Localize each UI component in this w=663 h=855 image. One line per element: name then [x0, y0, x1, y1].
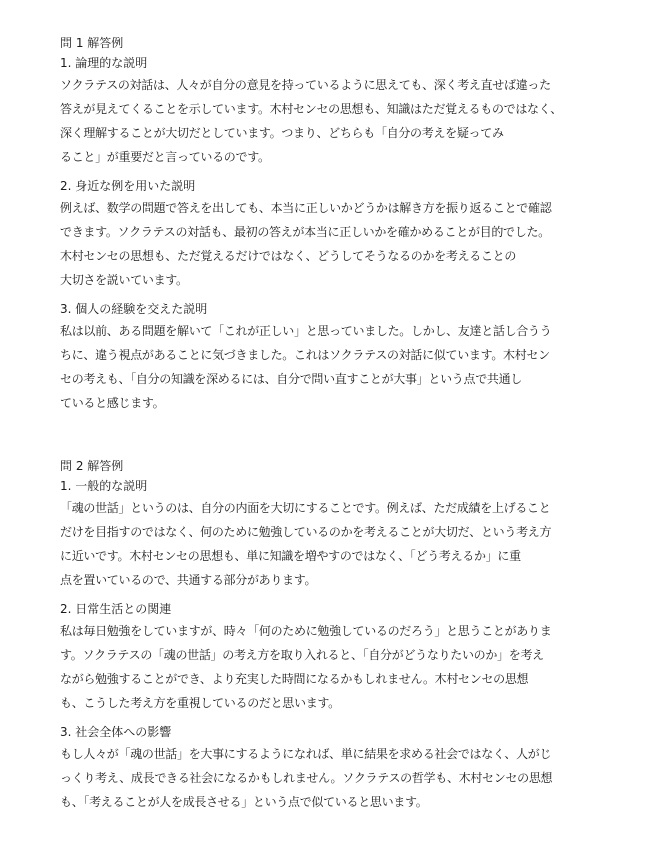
- question-2-block: [60, 456, 605, 814]
- question-1-block: [60, 33, 605, 415]
- question-2-title: 問 2 解答例: [60, 459, 124, 473]
- paragraph-line: 大切さを説いています。: [60, 273, 188, 287]
- paragraph-line: だけを目指すのではなく、何のために勉強しているのかを考えることが大切だ、という考え方: [60, 525, 552, 539]
- paragraph-line: も、「考えることが人を成長させる」という点で似ていると思います。: [60, 795, 428, 809]
- paragraph-line: っくり考え、成長できる社会になるかもしれません。ソクラテスの哲学も、木村センセの思想: [60, 771, 553, 785]
- paragraph-line: 「魂の世話」というのは、自分の内面を大切にすることです。例えば、ただ成績を上げること: [60, 501, 551, 515]
- paragraph-line: 深く理解することが大切だとしています。つまり、どちらも「自分の考えを疑ってみ: [60, 126, 504, 140]
- section-heading: 1. 一般的な説明: [60, 479, 148, 493]
- paragraph-line: もし人々が「魂の世話」を大事にするようになれば、単に結果を求める社会ではなく、人がじ: [60, 747, 552, 761]
- section-heading: 2. 日常生活との関連: [60, 602, 172, 616]
- section-heading: 3. 社会全体への影響: [60, 725, 172, 739]
- paragraph-line: 例えば、数学の問題で答えを出しても、本当に正しいかどうかは解き方を振り返ることで確認: [60, 201, 552, 215]
- question-1-title: 問 1 解答例: [60, 36, 124, 50]
- q1-section-2: [60, 176, 605, 292]
- paragraph-line: ながら勉強することができ、より充実した時間になるかもしれません。木村センセの思想: [60, 672, 529, 686]
- paragraph-line: 私は以前、ある問題を解いて「これが正しい」と思っていました。しかし、友達と話し合うう: [60, 324, 552, 338]
- paragraph-line: 木村センセの思想も、ただ覚えるだけではなく、どうしてそうなるのかを考えることの: [60, 249, 517, 263]
- paragraph-line: 点を置いているので、共通する部分があります。: [60, 573, 317, 587]
- paragraph-line: ていると感じます。: [60, 396, 165, 410]
- paragraph-line: 私は毎日勉強をしていますが、時々「何のために勉強しているのだろう」と思うことがありま: [60, 624, 552, 638]
- q1-section-3: [60, 299, 605, 415]
- paragraph-line: セの考えも、「自分の知識を深めるには、自分で問い直すことが大事」という点で共通し: [60, 372, 523, 386]
- paragraph-line: ちに、違う視点があることに気づきました。これはソクラテスの対話に似ています。木村セン: [60, 348, 550, 362]
- paragraph-line: に近いです。木村センセの思想も、単に知識を増やすのではなく、「どう考えるか」に重: [60, 549, 521, 563]
- q2-section-2: [60, 599, 605, 715]
- section-heading: 1. 論理的な説明: [60, 56, 148, 70]
- section-heading: 3. 個人の経験を交えた説明: [60, 302, 208, 316]
- paragraph-line: す。ソクラテスの「魂の世話」の考え方を取り入れると、「自分がどうなりたいのか」を考え: [60, 648, 544, 662]
- paragraph-line: ソクラテスの対話は、人々が自分の意見を持っているように思えても、深く考え直せば違った: [60, 78, 551, 92]
- q1-section-1: [60, 53, 605, 169]
- paragraph-line: も、こうした考え方を重視しているのだと思います。: [60, 696, 340, 710]
- paragraph-line: ること」が重要だと言っているのです。: [60, 150, 270, 164]
- paragraph-line: 答えが見えてくることを示しています。木村センセの思想も、知識はただ覚えるものではなく、: [60, 102, 562, 116]
- paragraph-line: できます。ソクラテスの対話も、最初の答えが本当に正しいかを確かめることが目的でした。: [60, 225, 550, 239]
- q2-section-3: [60, 722, 605, 814]
- section-heading: 2. 身近な例を用いた説明: [60, 179, 196, 193]
- q2-section-1: [60, 476, 605, 592]
